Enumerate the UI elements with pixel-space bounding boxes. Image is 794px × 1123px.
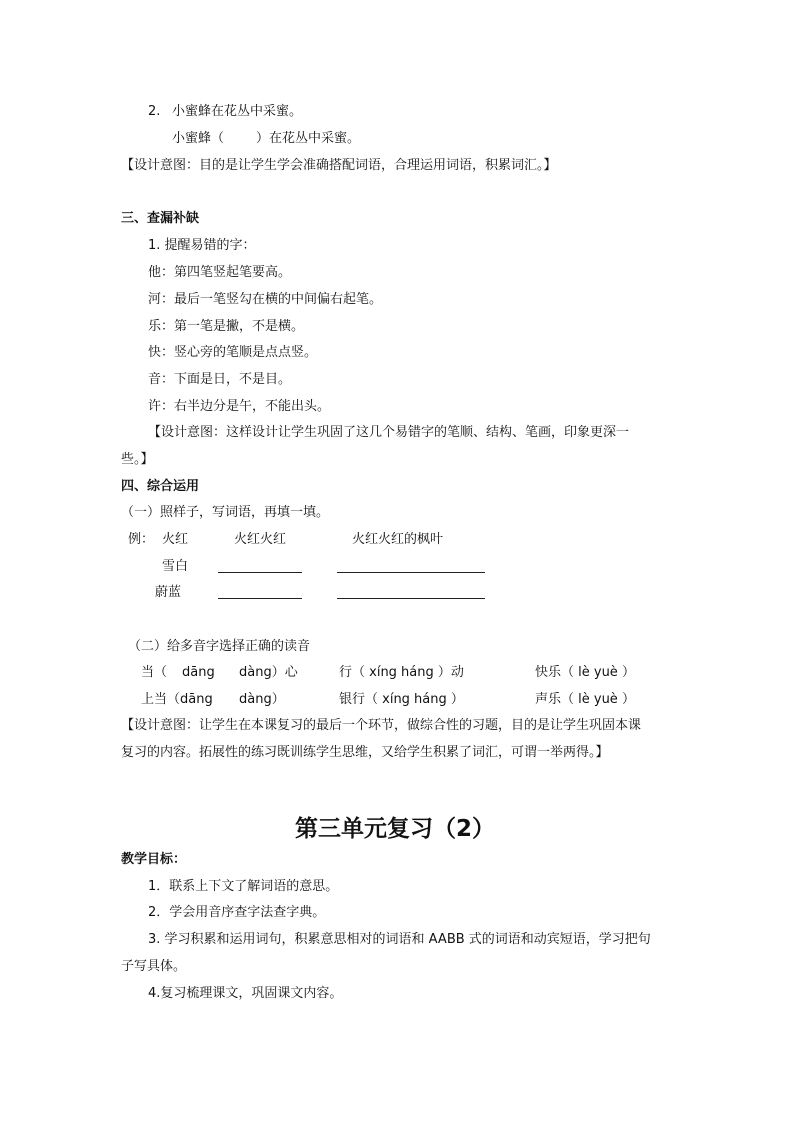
goals-heading: 教学目标： <box>121 852 187 867</box>
example-word-1: 火红 <box>162 532 189 547</box>
error-char-item: 他：第四笔竖起笔要高。 <box>148 265 292 280</box>
polyphone-char: 上当（dāng <box>141 692 213 707</box>
section-3-heading: 三、查漏补缺 <box>121 211 200 226</box>
goal-item: 1．联系上下文了解词语的意思。 <box>148 879 339 894</box>
section-3-sub1: 1. 提醒易错的字： <box>148 238 256 253</box>
part-2-title: （二）给多音字选择正确的读音 <box>128 639 311 654</box>
pinyin-option: dàng） <box>239 692 285 707</box>
polyphone-item: 声乐（ lè yuè ） <box>535 692 635 707</box>
error-char-item: 河：最后一笔竖勾在横的中间偏右起笔。 <box>148 292 383 307</box>
goal-item: 4.复习梳理课文，巩固课文内容。 <box>148 986 343 1001</box>
example-word-3: 火红火红的枫叶 <box>352 532 444 547</box>
polyphone-item: 快乐（ lè yuè ） <box>535 665 635 680</box>
pinyin-option: dàng）心 <box>239 665 298 680</box>
answer-blank[interactable] <box>337 598 485 599</box>
design-intent-1: 【设计意图：目的是让学生学会准确搭配词语，合理运用词语，积累词汇。】 <box>121 158 557 173</box>
error-char-item: 乐：第一笔是撇，不是横。 <box>148 319 305 334</box>
design-intent-3-line1: 【设计意图：让学生在本课复习的最后一个环节，做综合性的习题，目的是让学生巩固本课 <box>121 718 642 733</box>
design-intent-2-line1: 【设计意图：这样设计让学生巩固了这几个易错字的笔顺、结构、笔画，印象更深一 <box>148 425 630 440</box>
answer-blank[interactable] <box>218 598 302 599</box>
polyphone-item: 银行（ xíng háng ） <box>339 692 464 707</box>
error-char-item: 快：竖心旁的笔顺是点点竖。 <box>148 345 318 360</box>
design-intent-2-line2: 些。】 <box>121 452 154 467</box>
goal-item-continued: 子写具体。 <box>121 959 187 974</box>
error-char-item: 许：右半边分是午，不能出头。 <box>148 399 331 414</box>
page-title: 第三单元复习（2） <box>295 816 496 842</box>
part-1-title: （一）照样子，写词语，再填一填。 <box>121 505 330 520</box>
item-2-sentence: 小蜜蜂在花丛中采蜜。 <box>172 104 303 119</box>
answer-blank[interactable] <box>337 572 485 573</box>
answer-blank[interactable] <box>218 572 302 573</box>
item-2-number: 2. <box>148 104 161 119</box>
polyphone-item: 行（ xíng háng ）动 <box>339 665 464 680</box>
exercise-word-2: 蔚蓝 <box>155 585 182 600</box>
item-2-fill-suffix: ）在花丛中采蜜。 <box>256 131 361 146</box>
error-char-item: 音：下面是日，不是目。 <box>148 372 292 387</box>
goal-item: 2．学会用音序查字法查字典。 <box>148 905 326 920</box>
item-2-fill-prefix: 小蜜蜂（ <box>172 131 225 146</box>
polyphone-char: 当（ <box>141 665 168 680</box>
section-4-heading: 四、综合运用 <box>121 479 200 494</box>
pinyin-option: dāng <box>182 665 215 680</box>
exercise-word-1: 雪白 <box>162 559 189 574</box>
design-intent-3-line2: 复习的内容。拓展性的练习既训练学生思维，又给学生积累了词汇，可谓一举两得。】 <box>121 745 609 760</box>
goal-item: 3. 学习积累和运用词句，积累意思相对的词语和 AABB 式的词语和动宾短语，学习把句 <box>148 932 651 947</box>
example-word-2: 火红火红 <box>234 532 287 547</box>
example-label: 例： <box>128 532 155 547</box>
